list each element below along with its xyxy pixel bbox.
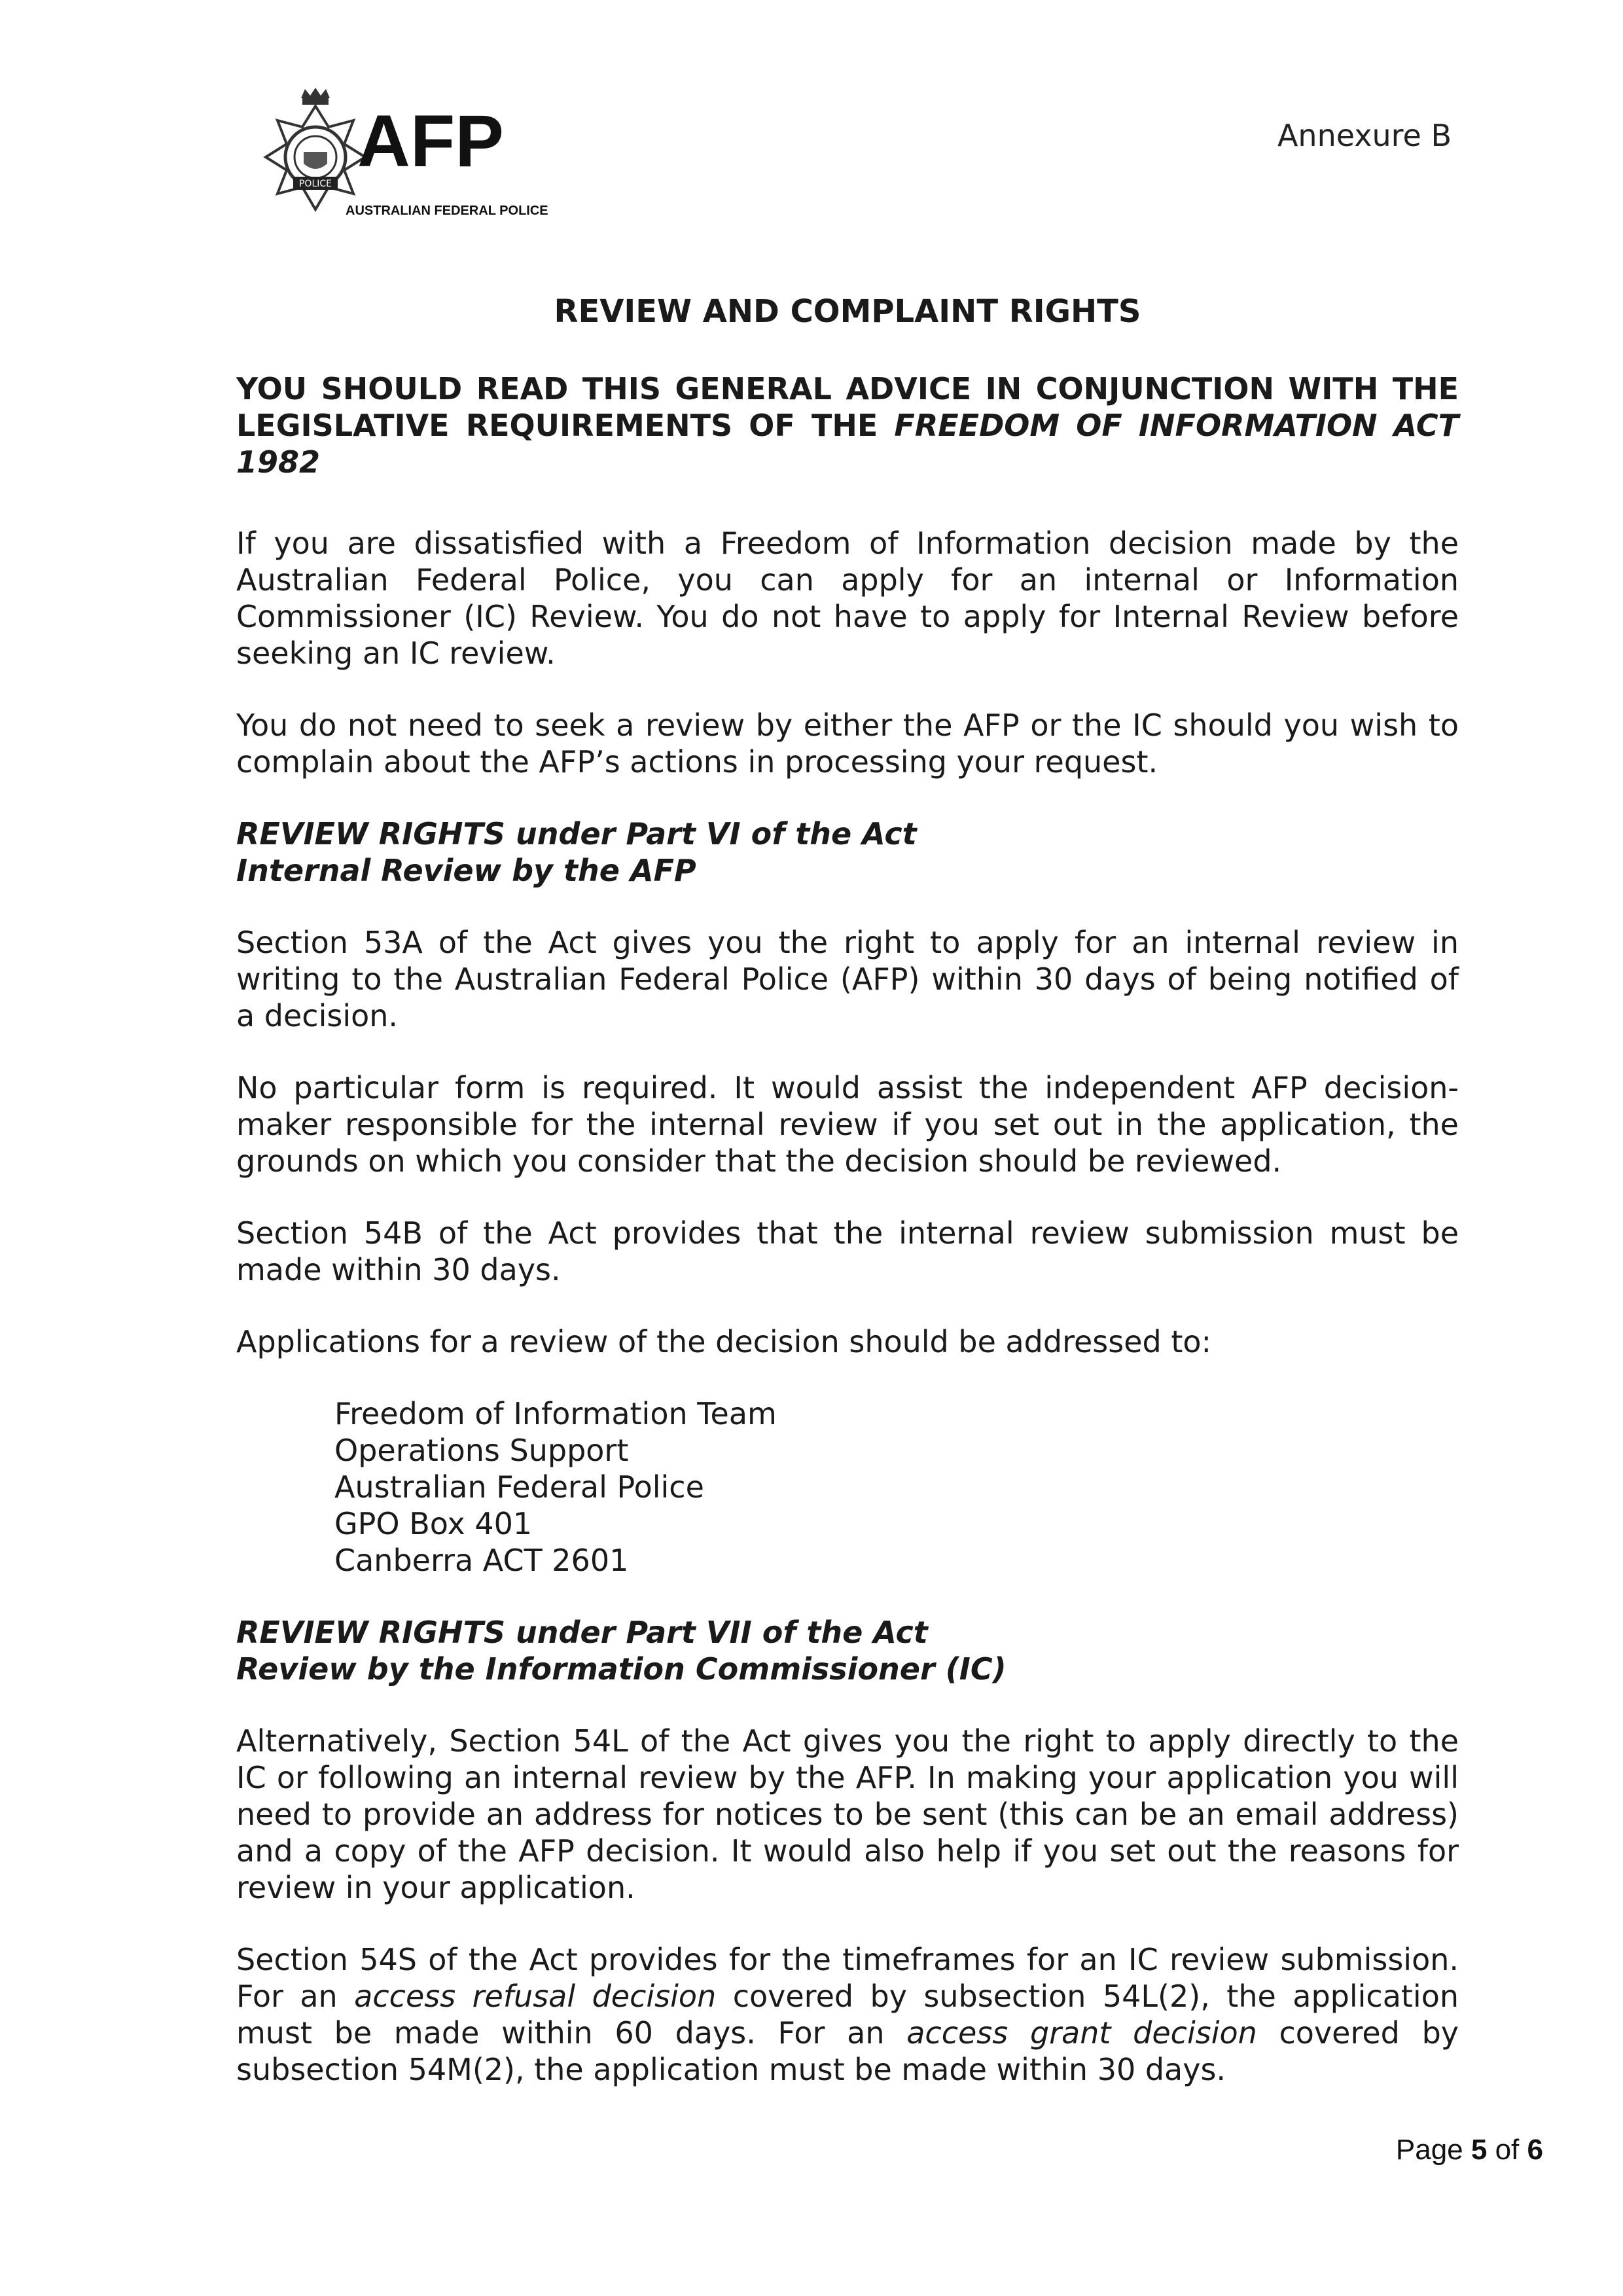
afp-logo-text: AFP xyxy=(357,100,504,182)
access-grant-decision-term: access grant decision xyxy=(906,2015,1257,2051)
total-pages: 6 xyxy=(1527,2134,1543,2166)
act-name: FREEDOM OF INFORMATION ACT 1982 xyxy=(236,408,1459,480)
afp-badge-icon xyxy=(266,88,365,209)
page-number: Page 5 of 6 xyxy=(1395,2134,1543,2166)
section-heading-line: REVIEW RIGHTS under Part VII of the Act xyxy=(236,1615,928,1650)
document-body xyxy=(236,281,1459,2123)
section-heading-internal-review xyxy=(236,816,1459,889)
access-refusal-decision-term: access refusal decision xyxy=(354,1979,717,2014)
address-line: Canberra ACT 2601 xyxy=(334,1543,629,1578)
afp-logo xyxy=(237,86,548,229)
advice-notice xyxy=(236,370,1459,480)
section-heading-ic-review xyxy=(236,1614,1459,1687)
section-subheading-line: Internal Review by the AFP xyxy=(236,853,696,888)
internal-review-paragraph-1: Section 53A of the Act gives you the right to apply for an internal review in writing to the Australian Federal Police (AFP) within 30 days of being notified of a decision. xyxy=(236,925,1459,1033)
internal-review-paragraph-3: Section 54B of the Act provides that the internal review submission must be made within 30 days. xyxy=(236,1215,1459,1287)
address-line: Australian Federal Police xyxy=(334,1469,704,1505)
section-subheading-line: Review by the Information Commissioner (IC) xyxy=(236,1651,1007,1687)
intro-paragraph-2: You do not need to seek a review by either the AFP or the IC should you wish to complain about the AFP’s actions in processing your request. xyxy=(236,708,1459,780)
section-heading-line: REVIEW RIGHTS under Part VI of the Act xyxy=(236,816,917,852)
current-page: 5 xyxy=(1471,2134,1488,2166)
ic-review-paragraph-2: Section 54S of the Act provides for the timeframes for an IC review submission. For an access refusal decision covered by subsection 54L(2), the application must be made within 60 days. For an access grant decision covered by subsection 54M(2), the application must be made within 30 days. xyxy=(236,1942,1459,2087)
address-line: Operations Support xyxy=(334,1433,629,1468)
advice-text: YOU SHOULD READ THIS GENERAL ADVICE IN CONJUNCTION WITH THE LEGISLATIVE REQUIREMENTS OF THE xyxy=(236,371,1459,443)
internal-review-paragraph-4: Applications for a review of the decision should be addressed to: xyxy=(236,1324,1212,1359)
svg-text:POLICE: POLICE xyxy=(298,179,332,189)
annexure-label: Annexure B xyxy=(1277,118,1452,153)
address-line: Freedom of Information Team xyxy=(334,1396,777,1431)
address-line: GPO Box 401 xyxy=(334,1506,533,1541)
afp-logo-subtext: AUSTRALIAN FEDERAL POLICE xyxy=(346,204,548,218)
internal-review-paragraph-2: No particular form is required. It would assist the independent AFP decision-maker responsible for the internal review if you set out in the application, the grounds on which you consider that the decision should be reviewed. xyxy=(236,1070,1459,1179)
page-title: REVIEW AND COMPLAINT RIGHTS xyxy=(554,293,1141,330)
postal-address xyxy=(334,1395,1459,1579)
ic-review-paragraph-1: Alternatively, Section 54L of the Act gives you the right to apply directly to the IC or following an internal review by the AFP. In making your application you will need to provide an address for notices to be sent (this can be an email address) and a copy of the AFP decision. It would also help if you set out the reasons for review in your application. xyxy=(236,1723,1459,1905)
intro-paragraph-1: If you are dissatisfied with a Freedom of Information decision made by the Australian Federal Police, you can apply for an internal or Information Commissioner (IC) Review. You do not have to apply for Internal Review before seeking an IC review. xyxy=(236,526,1459,671)
